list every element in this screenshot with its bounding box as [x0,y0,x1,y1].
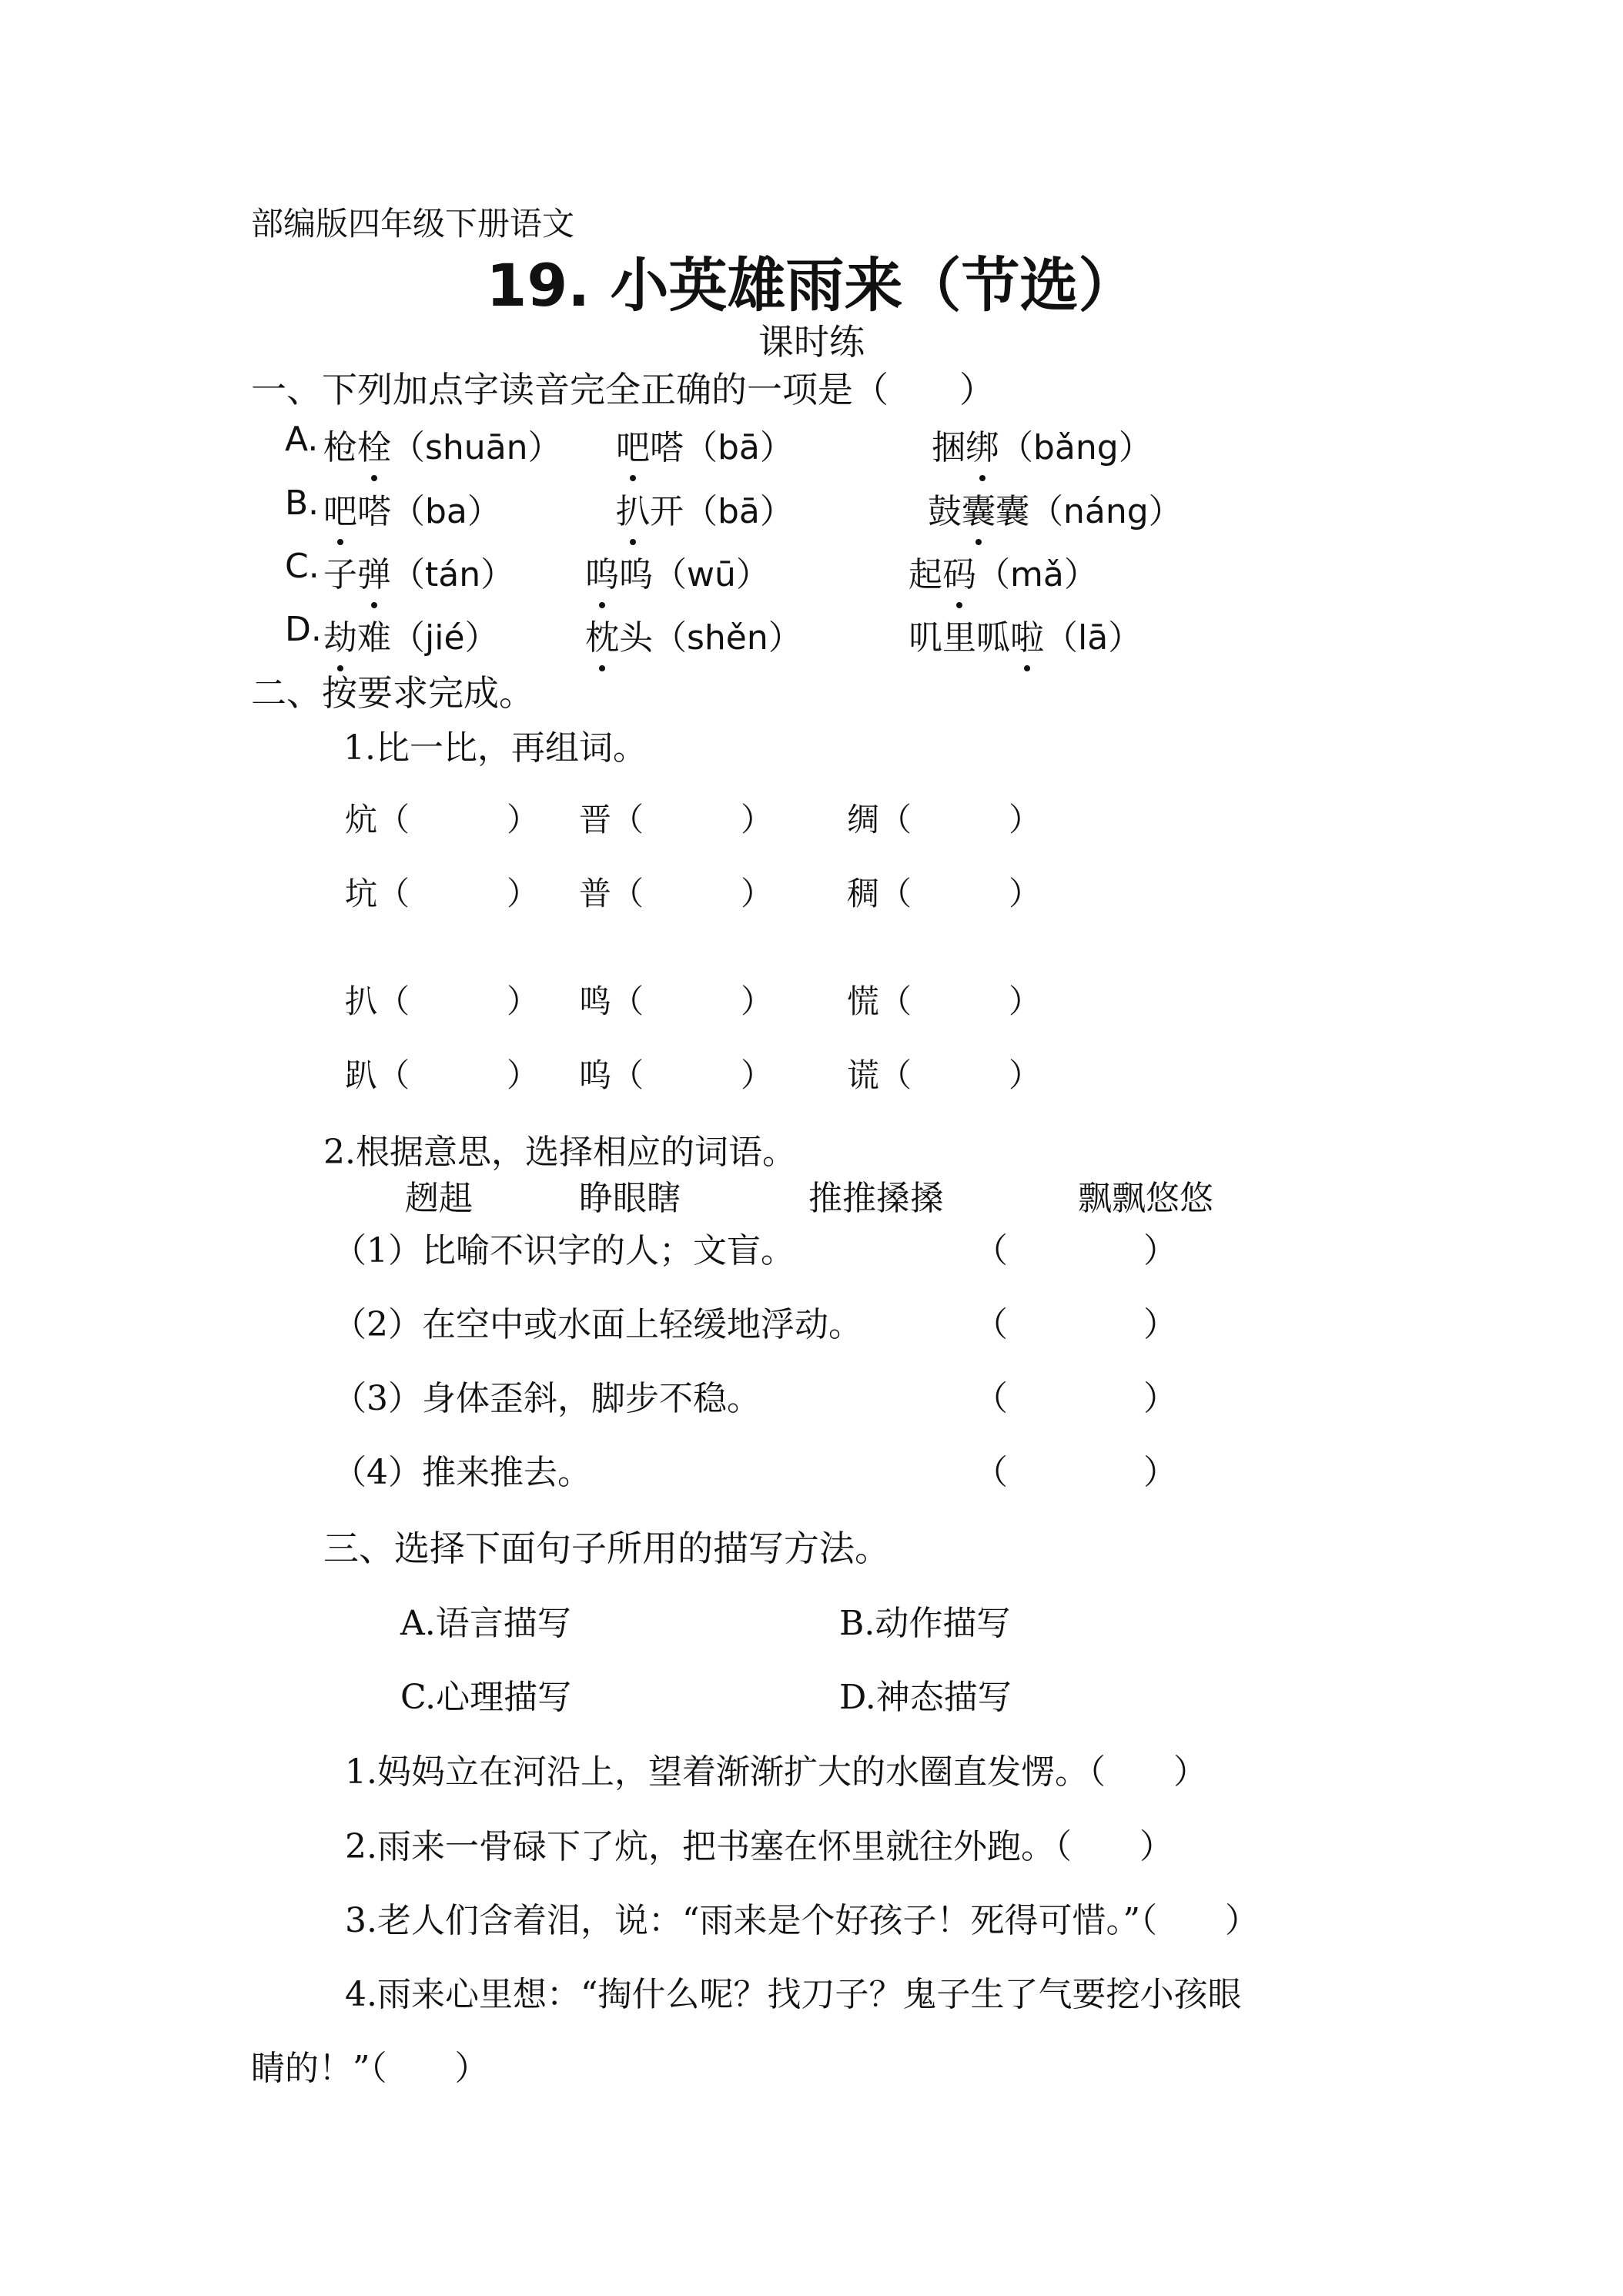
pinyin: （ba） [391,492,501,531]
pinyin: （bǎng） [999,428,1153,467]
dotted-char: 扒 [616,484,650,533]
dotted-char: 囊 [962,484,996,533]
compare-cell: 普（ ） [579,875,774,912]
word-post: 头 [619,618,653,658]
dotted-char: 绑 [965,420,999,469]
option-word [932,420,1153,469]
option-word [323,610,499,659]
page-title: 19. 小英雄雨来（节选） [486,251,1137,320]
pinyin: （wū） [653,555,770,594]
option-word [616,420,794,469]
option-letter: C. [285,547,320,586]
word-choice: 趔趄 [405,1179,473,1218]
dotted-char: 码 [942,547,976,596]
word-pre: 枪 [323,428,357,467]
word-post: 开 [650,492,684,531]
word-post: 难 [357,618,391,658]
sentence: 4.雨来心里想：“掏什么呢？找刀子？鬼子生了气要挖小孩眼 [345,1975,1242,2014]
meaning-text: （4）推来推去。 [333,1453,591,1492]
option-word [585,610,802,659]
q2-part1-heading: 1.比一比，再组词。 [343,728,647,768]
meaning-text: （2）在空中或水面上轻缓地浮动。 [333,1305,862,1344]
dotted-char: 枕 [585,610,619,659]
dotted-char: 弹 [357,547,391,596]
pinyin: （jié） [391,618,499,658]
option-word [909,610,1142,659]
sentence: 3.老人们含着泪，说：“雨来是个好孩子！死得可惜。”（ ） [345,1901,1259,1940]
pinyin: （bā） [684,492,794,531]
compare-cell: 绸（ ） [847,801,1042,838]
option-letter: B. [285,484,320,523]
method-option: A.语言描写 [400,1604,571,1643]
word-post: 嗒 [650,428,684,467]
pinyin: （náng） [1029,492,1183,531]
page-subtitle: 课时练 [758,321,865,363]
option-word [909,547,1098,596]
word-pre: 捆 [932,428,965,467]
word-post: 囊 [996,492,1029,531]
answer-blank: （ ） [974,1231,1177,1270]
compare-cell: 谎（ ） [847,1056,1042,1094]
compare-cell: 扒（ ） [345,982,540,1020]
meaning-text: （3）身体歪斜，脚步不稳。 [333,1379,761,1418]
option-word [616,484,794,533]
option-letter: D. [285,610,322,649]
dotted-char: 劫 [323,610,357,659]
pinyin: （tán） [391,555,515,594]
sentence: 2.雨来一骨碌下了炕，把书塞在怀里就往外跑。（ ） [345,1827,1173,1866]
compare-cell: 趴（ ） [345,1056,540,1094]
word-post: 呜 [619,555,653,594]
option-letter: A. [285,420,319,459]
q2-heading: 二、按要求完成。 [251,672,534,714]
answer-blank: （ ） [974,1453,1177,1492]
q2-part2-heading: 2.根据意思，选择相应的词语。 [323,1133,796,1172]
word-pre: 鼓 [928,492,962,531]
method-option: C.心理描写 [400,1678,572,1717]
dotted-char: 啦 [1010,610,1044,659]
option-word [323,420,562,469]
sentence: 睛的！”（ ） [251,2049,489,2088]
pinyin: （bā） [684,428,794,467]
pinyin: （shuān） [391,428,562,467]
compare-cell: 呜（ ） [579,1056,774,1094]
pinyin: （shěn） [653,618,802,658]
q3-heading: 三、选择下面句子所用的描写方法。 [323,1528,890,1569]
word-pre: 叽里呱 [909,618,1010,658]
word-choice: 推推搡搡 [808,1179,944,1218]
option-word [323,547,514,596]
series-label: 部编版四年级下册语文 [251,205,575,243]
word-choice: 飘飘悠悠 [1078,1179,1213,1218]
compare-cell: 慌（ ） [847,982,1042,1020]
dotted-char: 栓 [357,420,391,469]
word-choice: 睁眼瞎 [579,1179,681,1218]
option-word [323,484,501,533]
option-word [928,484,1183,533]
method-option: B.动作描写 [839,1604,1011,1643]
answer-blank: （ ） [974,1379,1177,1418]
method-option: D.神态描写 [839,1678,1012,1717]
compare-cell: 鸣（ ） [579,982,774,1020]
pinyin: （lā） [1044,618,1143,658]
q1-question: 一、下列加点字读音完全正确的一项是（ ） [251,369,995,410]
word-post: 嗒 [357,492,391,531]
compare-cell: 坑（ ） [345,875,540,912]
compare-cell: 晋（ ） [579,801,774,838]
meaning-text: （1）比喻不识字的人；文盲。 [333,1231,795,1270]
dotted-char: 呜 [585,547,619,596]
option-word [585,547,770,596]
answer-blank: （ ） [974,1305,1177,1344]
word-pre: 子 [323,555,357,594]
dotted-char: 吧 [323,484,357,533]
pinyin: （mǎ） [976,555,1098,594]
sentence: 1.妈妈立在河沿上，望着渐渐扩大的水圈直发愣。（ ） [345,1752,1207,1792]
word-pre: 起 [909,555,942,594]
compare-cell: 稠（ ） [847,875,1042,912]
compare-cell: 炕（ ） [345,801,540,838]
dotted-char: 吧 [616,420,650,469]
